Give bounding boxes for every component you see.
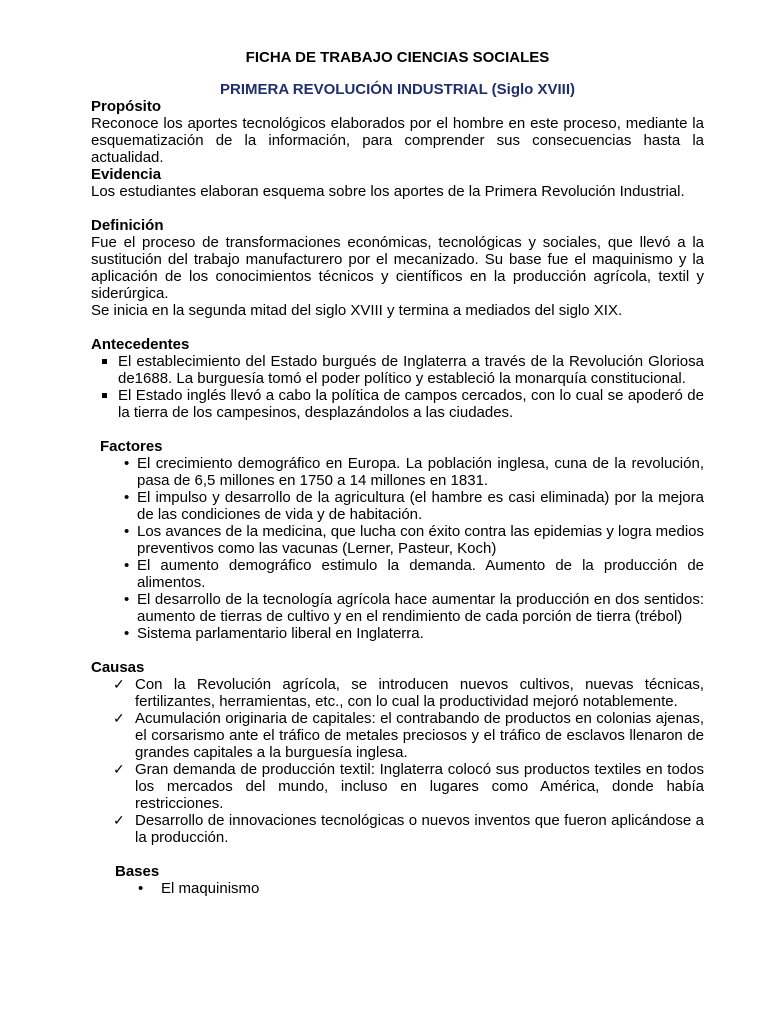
antecedentes-list bbox=[91, 353, 704, 421]
list-item: ✓ Con la Revolución agrícola, se introducen nuevos cultivos, nuevas técnicas, fertilizantes, herramientas, etc., con lo cual la productividad mejoró notablemente. bbox=[113, 676, 704, 710]
list-item: El establecimiento del Estado burgués de Inglaterra a través de la Revolución Gloriosa de1688. La burguesía tomó el poder político y estableció la monarquía constitucional. bbox=[91, 353, 704, 387]
dot-bullet-icon: • bbox=[124, 455, 130, 472]
dot-bullet-icon: • bbox=[124, 625, 130, 642]
list-item: • El aumento demográfico estimulo la demanda. Aumento de la producción de alimentos. bbox=[124, 557, 704, 591]
list-item: El Estado inglés llevó a cabo la política de campos cercados, con lo cual se apoderó de la tierra de los campesinos, desplazándolos a las ciudades. bbox=[91, 387, 704, 421]
checkmark-icon: ✓ bbox=[113, 676, 125, 692]
square-bullet-icon bbox=[102, 359, 107, 364]
dot-bullet-icon: • bbox=[124, 489, 130, 506]
proposito-text: Reconoce los aportes tecnológicos elaborados por el hombre en este proceso, mediante la esquematización de la información, para comprender sus consecuencias hasta la actualidad. bbox=[91, 115, 704, 166]
list-item: • El maquinismo bbox=[138, 880, 260, 897]
list-item: ✓ Acumulación originaria de capitales: el contrabando de productos en colonias ajenas, el corsarismo ante el tráfico de metales preciosos y el tráfico de esclavos llenaron de grandes capitales a la burguesía inglesa. bbox=[113, 710, 704, 761]
proposito-heading: Propósito bbox=[91, 98, 161, 115]
causas-list bbox=[91, 676, 704, 846]
document-subtitle: PRIMERA REVOLUCIÓN INDUSTRIAL (Siglo XVIII) bbox=[219, 81, 575, 98]
evidencia-heading: Evidencia bbox=[91, 166, 162, 183]
definicion-text: Fue el proceso de transformaciones económicas, tecnológicas y sociales, que llevó a la sustitución del trabajo manufacturero por el mecanizado. Su base fue el maquinismo y la aplicación de los conocimientos técnicos y científicos en la producción agrícola, textil y siderúrgica. bbox=[91, 234, 704, 302]
bases-heading: Bases bbox=[115, 863, 160, 880]
dot-bullet-icon: • bbox=[138, 880, 144, 897]
dot-bullet-icon: • bbox=[124, 523, 130, 540]
bases-list bbox=[91, 880, 704, 897]
list-item: ✓ Desarrollo de innovaciones tecnológicas o nuevos inventos que fueron aplicándose a la producción. bbox=[113, 812, 704, 846]
evidencia-text: Los estudiantes elaboran esquema sobre los aportes de la Primera Revolución Industrial. bbox=[91, 183, 685, 200]
list-item: • El crecimiento demográfico en Europa. La población inglesa, cuna de la revolución, pasa de 6,5 millones en 1750 a 14 millones en 1831. bbox=[124, 455, 704, 489]
causas-heading: Causas bbox=[91, 659, 145, 676]
list-item: • El desarrollo de la tecnología agrícola hace aumentar la producción en dos sentidos: aumento de tierras de cultivo y en el rendimiento de cada porción de tierra (trébol) bbox=[124, 591, 704, 625]
checkmark-icon: ✓ bbox=[113, 710, 125, 726]
definicion-text-2: Se inicia en la segunda mitad del siglo XVIII y termina a mediados del siglo XIX. bbox=[91, 302, 623, 319]
list-item: • El impulso y desarrollo de la agricultura (el hambre es casi eliminada) por la mejora de las condiciones de vida y de habitación. bbox=[124, 489, 704, 523]
dot-bullet-icon: • bbox=[124, 557, 130, 574]
document-title: FICHA DE TRABAJO CIENCIAS SOCIALES bbox=[245, 49, 550, 66]
factores-list bbox=[91, 455, 704, 642]
antecedentes-heading: Antecedentes bbox=[91, 336, 190, 353]
factores-heading: Factores bbox=[100, 438, 163, 455]
dot-bullet-icon: • bbox=[124, 591, 130, 608]
square-bullet-icon bbox=[102, 393, 107, 398]
definicion-heading: Definición bbox=[91, 217, 164, 234]
list-item: ✓ Gran demanda de producción textil: Inglaterra colocó sus productos textiles en todos los mercados del mundo, incluso en lugares como América, donde había restricciones. bbox=[113, 761, 704, 812]
checkmark-icon: ✓ bbox=[113, 761, 125, 777]
list-item: • Sistema parlamentario liberal en Inglaterra. bbox=[124, 625, 424, 642]
list-item: • Los avances de la medicina, que lucha con éxito contra las epidemias y logra medios preventivos como las vacunas (Lerner, Pasteur, Koch) bbox=[124, 523, 704, 557]
checkmark-icon: ✓ bbox=[113, 812, 125, 828]
